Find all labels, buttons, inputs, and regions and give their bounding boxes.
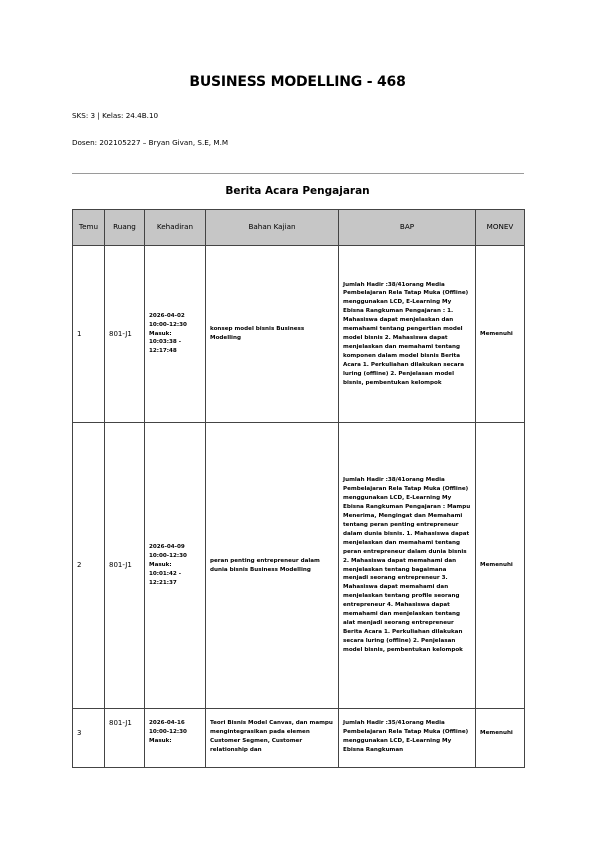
table-row xyxy=(73,423,525,709)
sks-class-line: SKS: 3 | Kelas: 24.4B.10 xyxy=(72,111,159,120)
bahan-kajian-cell: peran penting entrepreneur dalam dunia bisnis Business Modelling xyxy=(206,423,339,709)
header-bap: BAP xyxy=(339,210,476,246)
bap-cell: Jumlah Hadir :38/41orang Media Pembelajaran Rela Tatap Muka (Offline) menggunakan LCD, E-Learning My Ebisna Rangkuman Pengajaran : Mampu Menerima, Mengingat dan Memahami tentang peran penting entrepreneur dalam dunia bisnis. 1. Mahasiswa dapat menjelaskan dan memahami tentang peran entrepreneur dalam dunia bisnis 2. Mahasiswa dapat memahami dan menjelaskan tentang bagaimana menjadi seorang entrepreneur 3. Mahasiswa dapat memahami dan menjelaskan tentang profile seorang entrepreneur 4. Mahasiswa dapat memahami dan menjelaskan tentang alat menjadi seorang entrepreneur Berita Acara 1. Perkuliahan dilakukan secara luring (offline) 2. Penjelasan model bisnis, pembentukan kelompok xyxy=(339,423,476,709)
header-kehadiran: Kehadiran xyxy=(145,210,206,246)
table-header-row xyxy=(73,210,525,246)
header-monev: MONEV xyxy=(476,210,525,246)
bahan-kajian-cell: Teori Bisnis Model Canvas, dan mampu mengintegrasikan pada elemen Customer Segmen, Customer relationship dan xyxy=(206,709,339,768)
kehadiran-cell: 2026-04-02 10:00-12:30 Masuk: 10:03:38 - 12:17:48 xyxy=(145,246,206,423)
table-row xyxy=(73,709,525,768)
divider xyxy=(72,173,524,174)
header-bahan-kajian: Bahan Kajian xyxy=(206,210,339,246)
temu-cell: 1 xyxy=(73,246,105,423)
monev-cell: Memenuhi xyxy=(476,246,525,423)
bahan-kajian-cell: konsep model bisnis Business Modelling xyxy=(206,246,339,423)
header-temu: Temu xyxy=(73,210,105,246)
temu-cell: 2 xyxy=(73,423,105,709)
ruang-cell: 801-J1 xyxy=(105,709,145,768)
temu-cell: 3 xyxy=(73,709,105,768)
kehadiran-cell: 2026-04-16 10:00-12:30 Masuk: xyxy=(145,709,206,768)
table-row xyxy=(73,246,525,423)
ruang-cell: 801-J1 xyxy=(105,423,145,709)
ruang-cell: 801-J1 xyxy=(105,246,145,423)
header-ruang: Ruang xyxy=(105,210,145,246)
section-title: Berita Acara Pengajaran xyxy=(225,185,370,197)
kehadiran-cell: 2026-04-09 10:00-12:30 Masuk: 10:01:42 - 12:21:37 xyxy=(145,423,206,709)
monev-cell: Memenuhi xyxy=(476,423,525,709)
document-title: BUSINESS MODELLING - 468 xyxy=(189,74,406,90)
lecturer-line: Dosen: 202105227 – Bryan Givan, S.E, M.M xyxy=(72,138,229,147)
teaching-log-table xyxy=(72,209,525,768)
bap-cell: Jumlah Hadir :35/41orang Media Pembelajaran Rela Tatap Muka (Offline) menggunakan LCD, E-Learning My Ebisna Rangkuman xyxy=(339,709,476,768)
monev-cell: Memenuhi xyxy=(476,709,525,768)
bap-cell: Jumlah Hadir :38/41orang Media Pembelajaran Rela Tatap Muka (Offline) menggunakan LCD, E-Learning My Ebisna Rangkuman Pengajaran : 1. Mahasiswa dapat menjelaskan dan memahami tentang pengertian model model bisnis 2. Mahasiswa dapat menjelaskan dan memahami tentang komponen dalam model bisnis Berita Acara 1. Perkuliahan dilakukan secara luring (offline) 2. Penjelasan model bisnis, pembentukan kelompok xyxy=(339,246,476,423)
